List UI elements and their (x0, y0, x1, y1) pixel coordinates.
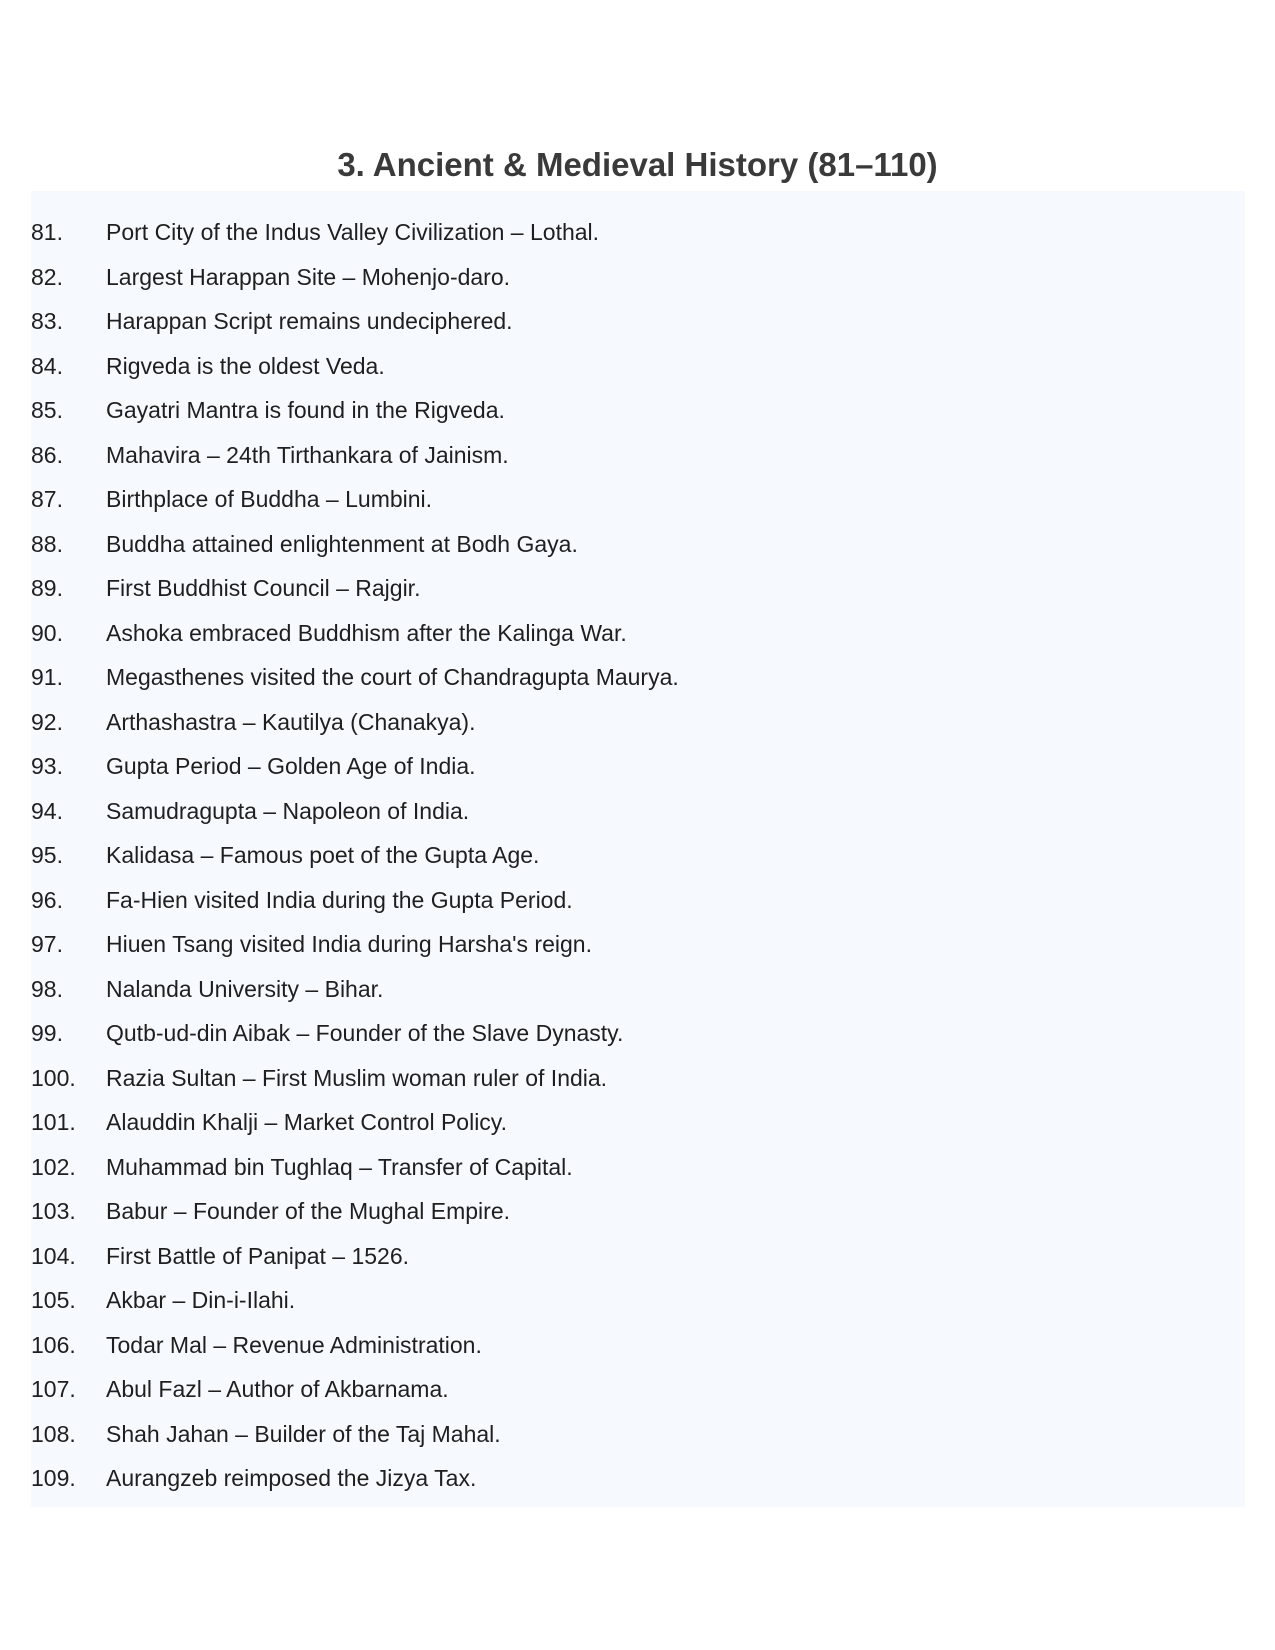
list-item (31, 700, 1231, 745)
item-text: Gupta Period – Golden Age of India. (106, 753, 476, 779)
item-text: Qutb-ud-din Aibak – Founder of the Slave Dynasty. (106, 1020, 624, 1046)
list-item (31, 566, 1231, 611)
item-text: Akbar – Din-i-Ilahi. (106, 1287, 296, 1313)
item-number: 83. (31, 308, 63, 334)
item-text: Port City of the Indus Valley Civilization – Lothal. (106, 219, 600, 245)
item-text: Babur – Founder of the Mughal Empire. (106, 1198, 511, 1224)
item-number: 104. (31, 1242, 76, 1269)
item-text: Todar Mal – Revenue Administration. (106, 1331, 482, 1358)
list-item (31, 1323, 1231, 1368)
item-text: Largest Harappan Site – Mohenjo-daro. (106, 263, 511, 290)
item-text: Megasthenes visited the court of Chandragupta Maurya. (106, 664, 679, 690)
item-text: Rigveda is the oldest Veda. (106, 352, 385, 379)
item-number: 106. (31, 1331, 76, 1358)
list-item (31, 388, 1231, 433)
item-number: 95. (31, 842, 63, 868)
item-number: 109. (31, 1465, 76, 1491)
list-item (31, 611, 1231, 656)
item-text: Nalanda University – Bihar. (106, 975, 384, 1002)
item-number: 101. (31, 1109, 76, 1135)
item-number: 108. (31, 1420, 76, 1447)
item-number: 87. (31, 486, 63, 512)
list-item (31, 1011, 1231, 1056)
list-item (31, 1278, 1231, 1323)
list-item (31, 1189, 1231, 1234)
item-number: 90. (31, 619, 63, 646)
list-item (31, 344, 1231, 389)
list-item (31, 210, 1231, 255)
list-item (31, 1412, 1231, 1457)
item-text: Harappan Script remains undeciphered. (106, 308, 513, 334)
item-text: Arthashastra – Kautilya (Chanakya). (106, 708, 476, 735)
item-number: 84. (31, 352, 63, 379)
list-item (31, 922, 1231, 967)
item-text: Alauddin Khalji – Market Control Policy. (106, 1109, 507, 1135)
item-text: Aurangzeb reimposed the Jizya Tax. (106, 1465, 477, 1491)
item-number: 105. (31, 1287, 76, 1313)
list-item (31, 833, 1231, 878)
list-item (31, 655, 1231, 700)
item-number: 85. (31, 397, 63, 423)
item-text: Muhammad bin Tughlaq – Transfer of Capital. (106, 1153, 573, 1180)
item-number: 93. (31, 753, 63, 779)
list-item (31, 299, 1231, 344)
item-number: 86. (31, 441, 63, 468)
fact-list (31, 210, 1231, 1501)
item-text: First Buddhist Council – Rajgir. (106, 575, 421, 601)
item-number: 98. (31, 975, 63, 1002)
item-text: Birthplace of Buddha – Lumbini. (106, 486, 433, 512)
page-title: 3. Ancient & Medieval History (81–110) (337, 146, 938, 183)
item-text: Abul Fazl – Author of Akbarnama. (106, 1376, 449, 1402)
list-item (31, 878, 1231, 923)
list-item (31, 789, 1231, 834)
item-text: Mahavira – 24th Tirthankara of Jainism. (106, 441, 509, 468)
list-item (31, 1100, 1231, 1145)
list-item (31, 522, 1231, 567)
list-item (31, 1145, 1231, 1190)
item-number: 107. (31, 1376, 76, 1402)
list-item (31, 744, 1231, 789)
list-item (31, 1456, 1231, 1501)
list-item (31, 1367, 1231, 1412)
list-item (31, 967, 1231, 1012)
item-number: 81. (31, 219, 63, 245)
item-text: Gayatri Mantra is found in the Rigveda. (106, 397, 505, 423)
list-item (31, 477, 1231, 522)
item-text: Razia Sultan – First Muslim woman ruler of India. (106, 1064, 608, 1091)
item-number: 91. (31, 664, 63, 690)
list-item (31, 255, 1231, 300)
item-number: 99. (31, 1020, 63, 1046)
item-number: 102. (31, 1153, 76, 1180)
item-number: 100. (31, 1064, 76, 1091)
item-text: Samudragupta – Napoleon of India. (106, 797, 470, 824)
list-item (31, 1056, 1231, 1101)
list-item (31, 433, 1231, 478)
item-text: First Battle of Panipat – 1526. (106, 1242, 410, 1269)
item-number: 103. (31, 1198, 76, 1224)
item-number: 82. (31, 263, 63, 290)
item-text: Hiuen Tsang visited India during Harsha's reign. (106, 931, 592, 957)
item-text: Kalidasa – Famous poet of the Gupta Age. (106, 842, 540, 868)
item-text: Shah Jahan – Builder of the Taj Mahal. (106, 1420, 501, 1447)
item-text: Ashoka embraced Buddhism after the Kalinga War. (106, 619, 627, 646)
item-text: Buddha attained enlightenment at Bodh Gaya. (106, 530, 578, 557)
item-text: Fa-Hien visited India during the Gupta Period. (106, 886, 573, 913)
item-number: 89. (31, 575, 63, 601)
item-number: 97. (31, 931, 63, 957)
list-item (31, 1234, 1231, 1279)
item-number: 96. (31, 886, 63, 913)
item-number: 88. (31, 530, 63, 557)
item-number: 94. (31, 797, 63, 824)
item-number: 92. (31, 708, 63, 735)
